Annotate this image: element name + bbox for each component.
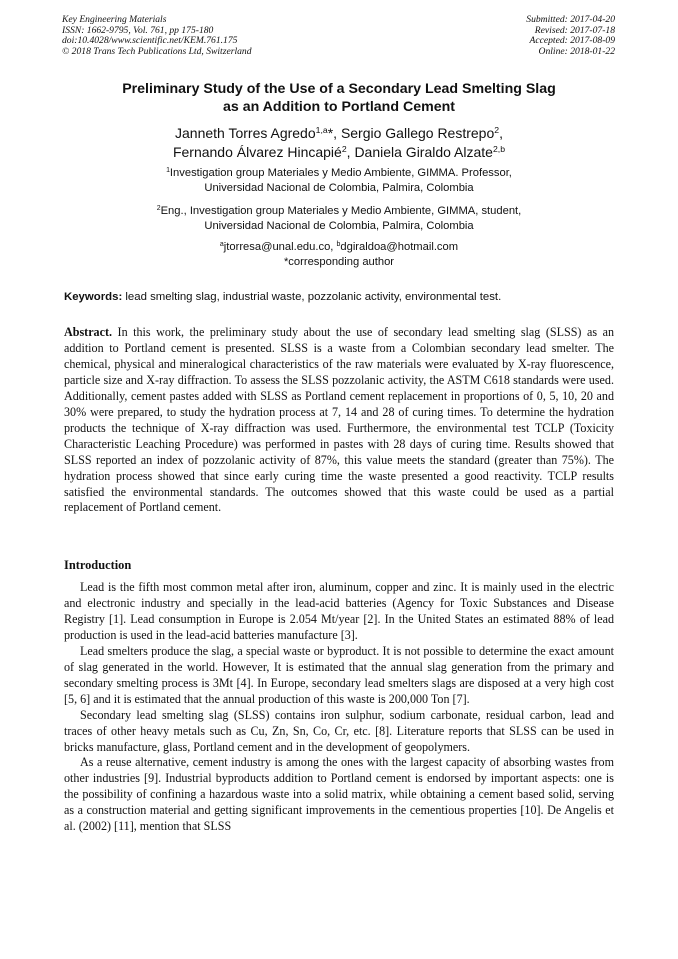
abstract-label: Abstract. bbox=[64, 325, 113, 339]
submitted-date: Submitted: 2017-04-20 bbox=[526, 14, 615, 25]
affiliation-sup: 1 bbox=[166, 167, 170, 175]
author-list bbox=[60, 124, 618, 161]
author-name: Fernando Álvarez Hincapié bbox=[172, 143, 342, 160]
keywords-label: Keywords: bbox=[64, 291, 123, 303]
affiliation-line bbox=[60, 204, 618, 219]
affiliation-line: Universidad Nacional de Colombia, Palmira, Colombia bbox=[204, 220, 474, 233]
abstract bbox=[64, 325, 614, 516]
publication-dates bbox=[526, 15, 615, 57]
affiliation-1 bbox=[60, 166, 618, 197]
keywords bbox=[64, 290, 616, 305]
author-line-1 bbox=[60, 124, 618, 143]
author-sup: 1,a bbox=[315, 125, 328, 136]
introduction-body bbox=[64, 580, 614, 835]
author-sup: 2,b bbox=[492, 143, 506, 154]
intro-paragraph: Lead smelters produce the slag, a special waste or byproduct. It is not possible to determine the exact amount of slag generated in the world. However, It is estimated that the annual slag generation from the primary and secondary smelting process is 3Mt [4]. In Europe, secondary lead smelters slags are disposed at a very high cost [5, 6] and it is estimated that the annual production of this waste is 200,000 Ton [7]. bbox=[64, 643, 614, 706]
affiliation-line bbox=[60, 166, 618, 181]
accepted-date: Accepted: 2017-08-09 bbox=[529, 35, 615, 47]
email-sup: a bbox=[219, 241, 224, 249]
doi-line: doi:10.4028/www.scientific.net/KEM.761.175 bbox=[62, 35, 238, 47]
author-name: Daniela Giraldo Alzate bbox=[354, 143, 493, 160]
journal-info bbox=[62, 15, 252, 57]
intro-paragraph: Secondary lead smelting slag (SLSS) contains iron sulphur, sodium carbonate, residual carbon, lead and traces of other heavy metals such as Cu, Zn, Sn, Co, Cr, etc. [8]. Literature reports that SLSS can be used in bricks manufacture, glass, Portland cement and in the development of geopolymers. bbox=[64, 707, 614, 754]
affiliation-sup: 2 bbox=[156, 205, 161, 213]
title-line-1: Preliminary Study of the Use of a Secondary Lead Smelting Slag bbox=[122, 81, 556, 97]
email-sup: b bbox=[336, 241, 341, 249]
author-name: Janneth Torres Agredo bbox=[175, 125, 316, 141]
author-separator: , bbox=[499, 125, 503, 141]
affiliation-text: Investigation group Materiales y Medio Ambiente, GIMMA. Professor, bbox=[169, 167, 512, 179]
issn-line: ISSN: 1662-9795, Vol. 761, pp 175-180 bbox=[62, 24, 214, 36]
email-line bbox=[60, 240, 618, 255]
author-separator: *, bbox=[327, 125, 341, 141]
online-date: Online: 2018-01-22 bbox=[538, 45, 615, 57]
keywords-text: lead smelting slag, industrial waste, pozzolanic activity, environmental test. bbox=[122, 291, 502, 303]
affiliation-text: Eng., Investigation group Materiales y Medio Ambiente, GIMMA, student, bbox=[160, 205, 522, 217]
author-sup: 2 bbox=[494, 125, 500, 136]
affiliation-2 bbox=[60, 204, 618, 235]
copyright-line: © 2018 Trans Tech Publications Ltd, Switzerland bbox=[62, 45, 252, 57]
affiliation-line: Universidad Nacional de Colombia, Palmira, Colombia bbox=[204, 182, 474, 195]
abstract-text: In this work, the preliminary study about the use of secondary lead smelting slag (SLSS) as an addition to Portland cement is presented. SLSS is a waste from a Colombian secondary lead smelter. The chemical, physical and mineralogical characteristics of the raw materials were evaluated by X-ray fluorescence, particle size and X-ray diffraction. To assess the SLSS pozzolanic activity, the ASTM C618 standards were used. Additionally, cement pastes added with SLSS as Portland cement replacement in proportions of 0, 5, 10, 20 and 30% were prepared, to study the hydration process at 7, 14 and 28 of curing times. To determine the hydration products the technique of X-ray diffraction was used. Furthermore, the environmental test TCLP (Toxicity Characteristic Leaching Procedure) was performed in pastes with 28 days of curing time. Results showed that SLSS reported an index of pozzolanic activity of 87%, this value meets the standard (greater than 75%). The hydration process showed that since early curing time the waste presented a good reactivity. TCLP results satisfied the environmental standards. The outcomes showed that this waste could be used as a partial replacement of Portland cement. bbox=[64, 325, 614, 515]
author-separator: , bbox=[346, 143, 355, 160]
author-name: Sergio Gallego Restrepo bbox=[340, 125, 495, 141]
corresponding-note: *corresponding author bbox=[283, 256, 395, 269]
email-address[interactable]: dgiraldoa@hotmail.com bbox=[340, 241, 459, 253]
author-sup: 2 bbox=[341, 143, 347, 154]
title-line-2: as an Addition to Portland Cement bbox=[222, 99, 455, 115]
paper-title bbox=[60, 80, 618, 116]
intro-paragraph: Lead is the fifth most common metal after iron, aluminum, copper and zinc. It is mainly used in the electric and electronic industry and specially in the lead-acid batteries (Agency for Toxic Substances and Disease Registry [1]. Lead consumption in Europe is 2.054 Mt/year [2]. In the United States an estimated 88% of lead production is used in the lead-acid batteries manufacture [3]. bbox=[64, 580, 614, 642]
revised-date: Revised: 2017-07-18 bbox=[534, 24, 615, 36]
contact-emails bbox=[60, 240, 618, 271]
journal-name: Key Engineering Materials bbox=[62, 14, 167, 25]
intro-paragraph: As a reuse alternative, cement industry is among the ones with the largest capacity of absorbing wastes from other industries [9]. Industrial byproducts addition to Portland cement is endorsed by important aspects: one is the possibility of confining a hazardous waste into a solid matrix, while obtaining a cement based solid, serving as a construction material and getting significant improvements in the cementious properties [10]. De Angelis et al. (2002) [11], mention that SLSS bbox=[64, 755, 614, 834]
section-heading-introduction: Introduction bbox=[64, 558, 132, 572]
email-address[interactable]: jtorresa@unal.edu.co, bbox=[223, 241, 337, 253]
abstract-paragraph bbox=[64, 325, 614, 516]
author-line-2 bbox=[60, 143, 618, 162]
